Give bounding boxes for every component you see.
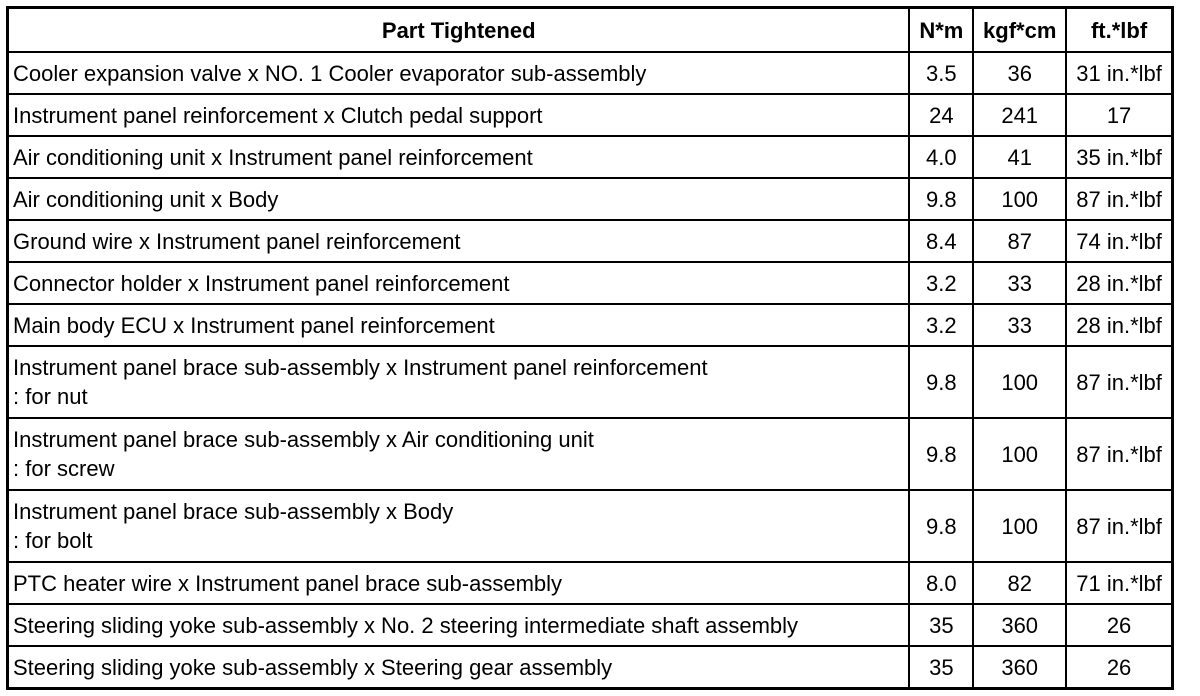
cell-part-tightened bbox=[8, 346, 910, 418]
table-row bbox=[8, 490, 1173, 562]
part-name: Steering sliding yoke sub-assembly x Steering gear assembly bbox=[13, 654, 613, 680]
header-kgf-cm: kgf*cm bbox=[973, 8, 1066, 53]
cell-nm: 9.8 bbox=[909, 346, 973, 418]
part-name: Connector holder x Instrument panel reinforcement bbox=[13, 270, 510, 296]
cell-part-tightened bbox=[8, 52, 910, 94]
table-row bbox=[8, 418, 1173, 490]
header-row bbox=[8, 8, 1173, 53]
table-row bbox=[8, 94, 1173, 136]
cell-kgf-cm: 360 bbox=[973, 646, 1066, 689]
cell-nm: 24 bbox=[909, 94, 973, 136]
table-row bbox=[8, 562, 1173, 604]
table-body bbox=[8, 52, 1173, 689]
table-row bbox=[8, 304, 1173, 346]
cell-kgf-cm: 100 bbox=[973, 346, 1066, 418]
part-name: Main body ECU x Instrument panel reinforcement bbox=[13, 312, 495, 338]
cell-ft-lbf: 35 in.*lbf bbox=[1066, 136, 1172, 178]
part-name: Instrument panel brace sub-assembly x Air conditioning unit bbox=[13, 427, 594, 452]
cell-kgf-cm: 33 bbox=[973, 262, 1066, 304]
cell-kgf-cm: 100 bbox=[973, 418, 1066, 490]
cell-ft-lbf: 87 in.*lbf bbox=[1066, 178, 1172, 220]
cell-nm: 35 bbox=[909, 604, 973, 646]
cell-nm: 3.2 bbox=[909, 304, 973, 346]
cell-nm: 8.4 bbox=[909, 220, 973, 262]
cell-ft-lbf: 28 in.*lbf bbox=[1066, 304, 1172, 346]
part-name: Instrument panel brace sub-assembly x Instrument panel reinforcement bbox=[13, 355, 708, 380]
cell-ft-lbf: 71 in.*lbf bbox=[1066, 562, 1172, 604]
cell-part-tightened bbox=[8, 136, 910, 178]
cell-part-tightened bbox=[8, 646, 910, 689]
table-header bbox=[8, 8, 1173, 53]
cell-nm: 3.2 bbox=[909, 262, 973, 304]
cell-part-tightened bbox=[8, 490, 910, 562]
cell-kgf-cm: 100 bbox=[973, 490, 1066, 562]
cell-kgf-cm: 82 bbox=[973, 562, 1066, 604]
cell-part-tightened bbox=[8, 304, 910, 346]
table-row bbox=[8, 646, 1173, 689]
cell-ft-lbf: 87 in.*lbf bbox=[1066, 418, 1172, 490]
cell-ft-lbf: 17 bbox=[1066, 94, 1172, 136]
cell-ft-lbf: 26 bbox=[1066, 646, 1172, 689]
header-part-tightened: Part Tightened bbox=[8, 8, 910, 53]
cell-ft-lbf: 31 in.*lbf bbox=[1066, 52, 1172, 94]
cell-kgf-cm: 36 bbox=[973, 52, 1066, 94]
cell-kgf-cm: 360 bbox=[973, 604, 1066, 646]
table-row bbox=[8, 262, 1173, 304]
part-name: Cooler expansion valve x NO. 1 Cooler evaporator sub-assembly bbox=[13, 60, 647, 86]
part-name: Air conditioning unit x Body bbox=[13, 186, 279, 212]
table-row bbox=[8, 346, 1173, 418]
cell-ft-lbf: 87 in.*lbf bbox=[1066, 346, 1172, 418]
cell-kgf-cm: 241 bbox=[973, 94, 1066, 136]
cell-part-tightened bbox=[8, 262, 910, 304]
cell-ft-lbf: 74 in.*lbf bbox=[1066, 220, 1172, 262]
table-row bbox=[8, 136, 1173, 178]
cell-kgf-cm: 41 bbox=[973, 136, 1066, 178]
cell-kgf-cm: 33 bbox=[973, 304, 1066, 346]
cell-ft-lbf: 87 in.*lbf bbox=[1066, 490, 1172, 562]
cell-ft-lbf: 26 bbox=[1066, 604, 1172, 646]
part-name: Instrument panel reinforcement x Clutch pedal support bbox=[13, 102, 543, 128]
cell-nm: 4.0 bbox=[909, 136, 973, 178]
cell-part-tightened bbox=[8, 178, 910, 220]
cell-nm: 8.0 bbox=[909, 562, 973, 604]
header-ft-lbf: ft.*lbf bbox=[1066, 8, 1172, 53]
cell-part-tightened bbox=[8, 562, 910, 604]
part-note: : for screw bbox=[13, 456, 115, 481]
part-name: Air conditioning unit x Instrument panel reinforcement bbox=[13, 144, 533, 170]
torque-spec-table bbox=[6, 6, 1174, 690]
cell-nm: 35 bbox=[909, 646, 973, 689]
table-row bbox=[8, 52, 1173, 94]
table-row bbox=[8, 178, 1173, 220]
cell-part-tightened bbox=[8, 94, 910, 136]
cell-ft-lbf: 28 in.*lbf bbox=[1066, 262, 1172, 304]
cell-part-tightened bbox=[8, 604, 910, 646]
cell-part-tightened bbox=[8, 220, 910, 262]
header-nm: N*m bbox=[909, 8, 973, 53]
cell-nm: 9.8 bbox=[909, 178, 973, 220]
table-row bbox=[8, 604, 1173, 646]
cell-nm: 9.8 bbox=[909, 490, 973, 562]
cell-nm: 9.8 bbox=[909, 418, 973, 490]
cell-kgf-cm: 87 bbox=[973, 220, 1066, 262]
part-note: : for bolt bbox=[13, 528, 93, 553]
part-name: Instrument panel brace sub-assembly x Body bbox=[13, 499, 454, 524]
part-name: Ground wire x Instrument panel reinforcement bbox=[13, 228, 461, 254]
part-name: PTC heater wire x Instrument panel brace sub-assembly bbox=[13, 570, 563, 596]
part-name: Steering sliding yoke sub-assembly x No. 2 steering intermediate shaft assembly bbox=[13, 612, 799, 638]
table-row bbox=[8, 220, 1173, 262]
cell-kgf-cm: 100 bbox=[973, 178, 1066, 220]
cell-nm: 3.5 bbox=[909, 52, 973, 94]
cell-part-tightened bbox=[8, 418, 910, 490]
part-note: : for nut bbox=[13, 384, 88, 409]
